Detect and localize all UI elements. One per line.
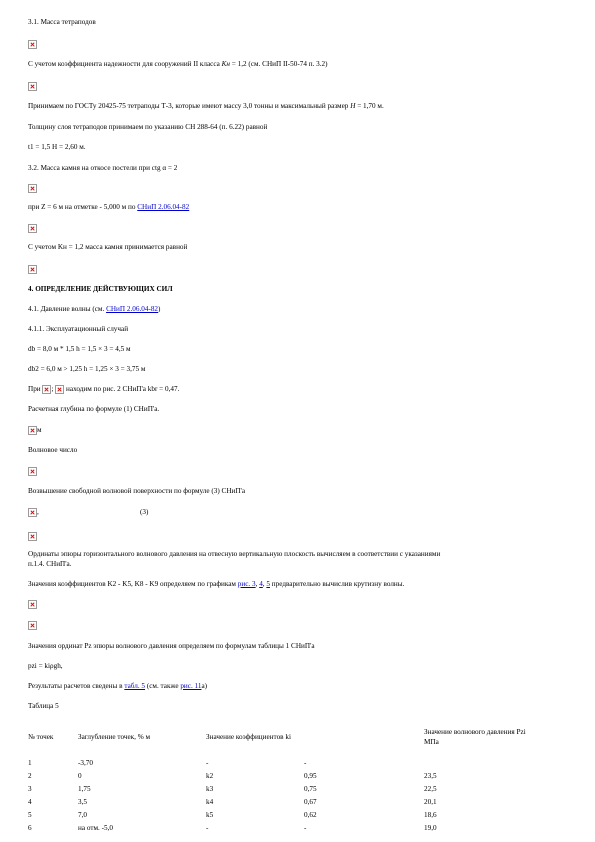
formula-3-line: , (3) [28, 508, 39, 517]
section-4-1-1-heading: 4.1.1. Эксплуатационный случай [28, 325, 129, 333]
table-5-link[interactable]: табл. 5 [124, 682, 146, 690]
table-cell: 19,0 [424, 824, 437, 832]
broken-image-icon [28, 508, 37, 517]
surface-elevation-text: Возвышение свободной волновой поверхности по формуле (3) СНиП'a [28, 487, 246, 495]
table-cell: 0,75 [304, 785, 317, 793]
table-cell: 4 [28, 798, 32, 806]
pressure-ordinates-text: Значения ординат Pz эпюры волнового давления определяем по формулам таблицы 1 СНиП'a [28, 642, 315, 650]
kbr-text: При ; находим по рис. 2 СНиП'a kbr = 0,47. [28, 385, 180, 394]
table-cell: - [206, 759, 209, 767]
broken-image-icon [28, 82, 37, 91]
formula-image-1 [28, 40, 37, 49]
formula-image-4 [28, 224, 37, 233]
formula-image-9 [28, 600, 37, 609]
depth-formula-1: db = 8,0 м * 1,5 h = 1,5 × 3 = 4,5 м [28, 345, 131, 353]
table-cell: 23,5 [424, 772, 437, 780]
results-text: Результаты расчетов сведены в табл. 5 (см. также рис. 11а) [28, 682, 208, 690]
figure-4-link[interactable]: 4 [259, 580, 263, 588]
table-cell: 3,5 [78, 798, 87, 806]
table-cell: 0,95 [304, 772, 317, 780]
wave-number-text: Волновое число [28, 446, 78, 454]
snip-link[interactable]: СНиП 2.06.04-82 [106, 305, 159, 313]
broken-image-icon [28, 532, 37, 541]
figure-11-link[interactable]: рис. 11 [180, 682, 202, 690]
formula-image-3 [28, 184, 37, 193]
tetrapod-selection-text: Принимаем по ГОСТу 20425-75 тетраподы Т-3, которые имеют массу 3,0 тонны и максимальный размер H = 1,70 м. [28, 102, 384, 110]
broken-image-icon [28, 621, 37, 630]
broken-image-icon [28, 40, 37, 49]
table-cell: 0 [78, 772, 82, 780]
table-header-cell: Значение волнового давления Pzi [424, 728, 526, 736]
formula-image-7 [28, 467, 37, 476]
design-depth-text: Расчетная глубина по формуле (1) СНиП'a. [28, 405, 160, 413]
broken-image-icon [28, 426, 37, 435]
table-cell: 18,6 [424, 811, 437, 819]
table-header-cell: МПа [424, 738, 439, 746]
figure-3-link[interactable]: рис. 3 [237, 580, 256, 588]
table-cell: k2 [206, 772, 214, 780]
table-header-cell: № точек [28, 733, 54, 741]
broken-image-icon [28, 600, 37, 609]
table-cell: k5 [206, 811, 214, 819]
table-cell: 7,0 [78, 811, 87, 819]
broken-image-icon [28, 224, 37, 233]
formula-image-2 [28, 82, 37, 91]
snip-link[interactable]: СНиП 2.06.04-82 [137, 203, 190, 211]
section-3-1-heading: 3.1. Масса тетраподов [28, 18, 96, 26]
section-4-1-heading: 4.1. Давление волны (см. СНиП 2.06.04-82) [28, 305, 161, 313]
stone-mass-text: С учетом Kн = 1,2 масса камня принимается равной [28, 243, 188, 251]
formula-image-5 [28, 265, 37, 274]
broken-image-icon [28, 184, 37, 193]
table-cell: 1 [28, 759, 32, 767]
formula-image-10 [28, 621, 37, 630]
table-cell: - [304, 824, 307, 832]
table-cell: -3,70 [78, 759, 93, 767]
table-cell: 20,1 [424, 798, 437, 806]
broken-image-icon [28, 265, 37, 274]
table-cell: 6 [28, 824, 32, 832]
table-cell: 2 [28, 772, 32, 780]
section-3-2-heading: 3.2. Масса камня на откосе постели при ctg α = 2 [28, 164, 178, 172]
table-cell: k4 [206, 798, 214, 806]
pressure-diagram-text-line2: п.1.4. СНиП'a. [28, 560, 72, 568]
table-cell: 0,67 [304, 798, 317, 806]
formula-image-6: м [28, 426, 42, 435]
pressure-diagram-text-line1: Ординаты эпюры горизонтального волнового давления на отвесную вертикальную плоскость вычисляем в соответствии с указаниями [28, 550, 441, 558]
broken-image-icon [55, 385, 64, 394]
stone-depth-text: при Z = 6 м на отметке - 5,000 м по СНиП 2.06.04-82 [28, 203, 190, 211]
broken-image-icon [28, 467, 37, 476]
pressure-formula: pzi = kiρgh, [28, 662, 63, 670]
table-cell: 3 [28, 785, 32, 793]
thickness-formula-text: t1 = 1,5 H = 2,60 м. [28, 143, 86, 151]
broken-image-icon [42, 385, 51, 394]
figure-5-link[interactable]: 5 [266, 580, 270, 588]
table-cell: k3 [206, 785, 214, 793]
table-cell: - [206, 824, 209, 832]
table-cell: 1,75 [78, 785, 91, 793]
table-caption: Таблица 5 [28, 702, 59, 710]
layer-thickness-text: Толщину слоя тетраподов принимаем по указанию СН 288-64 (п. 6.22) равной [28, 123, 268, 131]
formula-image-8 [28, 532, 37, 541]
table-cell: 5 [28, 811, 32, 819]
depth-formula-2: db2 = 6,0 м > 1,25 h = 1,25 × 3 = 3,75 м [28, 365, 146, 373]
table-cell: 0,62 [304, 811, 317, 819]
reliability-coefficient-text: С учетом коэффициента надежности для сооружений II класса Kн = 1,2 (см. СНиП II-50-74 п. 3.2) [28, 60, 328, 68]
coefficients-text: Значения коэффициентов K2 - K5, K8 - K9 определяем по графикам рис. 3, 4, 5 предварительно вычислив крутизну волны. [28, 580, 405, 588]
table-cell: 22,5 [424, 785, 437, 793]
table-cell: на отм. -5,0 [78, 824, 113, 832]
table-header-cell: Заглубление точек, % м [78, 733, 151, 741]
table-header-cell: Значение коэффициентов ki [206, 733, 291, 741]
table-cell: - [304, 759, 307, 767]
section-4-heading: 4. ОПРЕДЕЛЕНИЕ ДЕЙСТВУЮЩИХ СИЛ [28, 285, 173, 293]
